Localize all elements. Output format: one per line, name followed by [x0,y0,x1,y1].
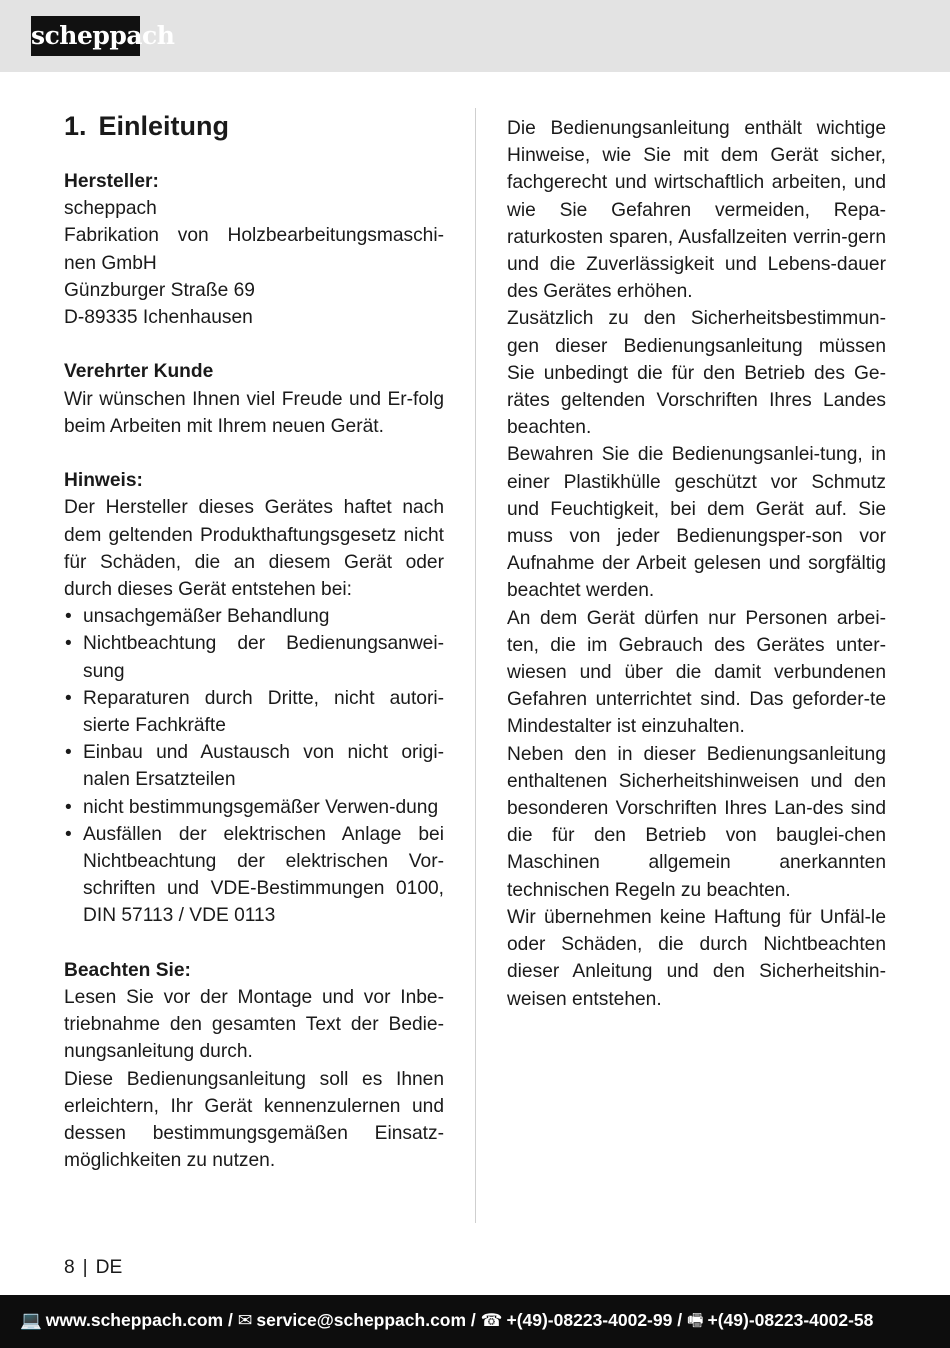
note-text: Der Hersteller dieses Gerätes haftet nach dem geltenden Produkthaftungsgesetz nicht für Schäden, die an diesem Gerät oder durch dieses Gerät entstehen bei: [64,497,444,601]
manufacturer-line: D-89335 Ichenhausen [64,307,253,329]
note-label: Hinweis: [64,470,143,492]
list-item: • unsachgemäßer Behandlung [64,603,444,630]
page-language: DE [95,1257,123,1278]
right-column [507,115,886,1013]
list-item: • Ausfällen der elektrischen Anlage bei Nichtbeachtung der elektrischen Vor-schriften und VDE-Bestimmungen 0100, DIN 57113 / VDE 0113 [64,821,444,930]
column-divider [475,108,476,1223]
body-paragraph: Neben den in dieser Bedienungsanleitung enthaltenen Sicherheitshinweisen und den besonderen Vorschriften Ihres Lan-des sind die für den Betrieb von bauglei-chen Maschinen allgemein anerkannten technischen Regeln zu beachten. [507,743,886,901]
footer-phone: +(49)-08223-4002-99 [506,1310,673,1330]
customer-block [64,358,444,440]
footer-separator: / [672,1310,687,1330]
envelope-icon: ✉ [237,1310,253,1330]
computer-icon: 💻 [20,1310,42,1330]
section-number: 1. [64,111,87,141]
body-paragraph: Bewahren Sie die Bedienungsanlei-tung, in einer Plastikhülle geschützt vor Schmutz und Feuchtigkeit, bei dem Gerät auf. Sie muss von jeder Bedienungsper-son vor Aufnahme der Arbeit gelesen und sorgfältig beachtet werden. [507,444,886,602]
manufacturer-label: Hersteller: [64,171,159,192]
page-footer [0,1295,950,1348]
footer-separator: / [466,1310,481,1330]
manufacturer-line: scheppach [64,198,157,220]
section-title-text: Einleitung [98,111,230,141]
footer-separator: / [223,1310,238,1330]
observe-block [64,957,444,1175]
customer-label: Verehrter Kunde [64,361,214,383]
note-block [64,467,444,929]
section-title [64,110,444,142]
fax-icon: 🖷 [686,1310,704,1330]
body-paragraph: An dem Gerät dürfen nur Personen arbei-ten, die im Gebrauch des Gerätes unter-wiesen und über die damit verbundenen Gefahren unterrichtet sind. Das geforder-te Mindestalter ist einzuhalten. [507,607,886,738]
list-item: • Reparaturen durch Dritte, nicht autori-sierte Fachkräfte [64,685,444,739]
page-number-value: 8 [64,1257,75,1278]
page-header [0,0,950,72]
body-paragraph: Wir übernehmen keine Haftung für Unfäl-le oder Schäden, die durch Nichtbeachten dieser Anleitung und den Sicherheitshin-weisen entstehen. [507,906,886,1010]
manufacturer-block [64,168,444,331]
manufacturer-line: Günzburger Straße 69 [64,279,255,301]
body-paragraph: Die Bedienungsanleitung enthält wichtige Hinweise, wie Sie mit dem Gerät sicher, fachgerecht und wirtschaftlich arbeiten, und wie Sie Gefahren vermeiden, Repa-raturkosten sparen, Ausfallzeiten verrin-gern und die Zuverlässigkeit und Lebens-dauer des Gerätes erhöhen. [507,118,886,303]
observe-paragraph: Diese Bedienungsanleitung soll es Ihnen erleichtern, Ihr Gerät kennenzulernen und dessen bestimmungsgemäßen Einsatz-möglichkeiten zu nutzen. [64,1068,444,1172]
list-item: • Nichtbeachtung der Bedienungsanwei-sung [64,630,444,684]
list-item: • nicht bestimmungsgemäßer Verwen-dung [64,794,444,821]
footer-fax: +(49)-08223-4002-58 [707,1310,874,1330]
observe-paragraph: Lesen Sie vor der Montage und vor Inbe-triebnahme den gesamten Text der Bedie-nungsanleitung durch. [64,987,444,1063]
note-list [64,603,444,929]
observe-label: Beachten Sie: [64,959,191,981]
body-paragraph: Zusätzlich zu den Sicherheitsbestimmun-gen dieser Bedienungsanleitung müssen Sie unbedingt die für den Betrieb des Ge-rätes geltenden Vorschriften Ihres Landes beachten. [507,308,886,439]
customer-text: Wir wünschen Ihnen viel Freude und Er-folg beim Arbeiten mit Ihrem neuen Gerät. [64,388,444,437]
telephone-icon: ☎ [480,1310,503,1330]
page-number-separator: | [82,1257,88,1278]
scheppach-logo: scheppach [31,16,140,56]
footer-email[interactable]: service@scheppach.com [256,1310,467,1330]
manufacturer-line: Fabrikation von Holzbearbeitungsmaschi-nen GmbH [64,225,444,274]
left-column [64,110,444,1174]
footer-web[interactable]: www.scheppach.com [45,1310,224,1330]
page-number [64,1256,122,1280]
list-item: • Einbau und Austausch von nicht origi-nalen Ersatzteilen [64,739,444,793]
